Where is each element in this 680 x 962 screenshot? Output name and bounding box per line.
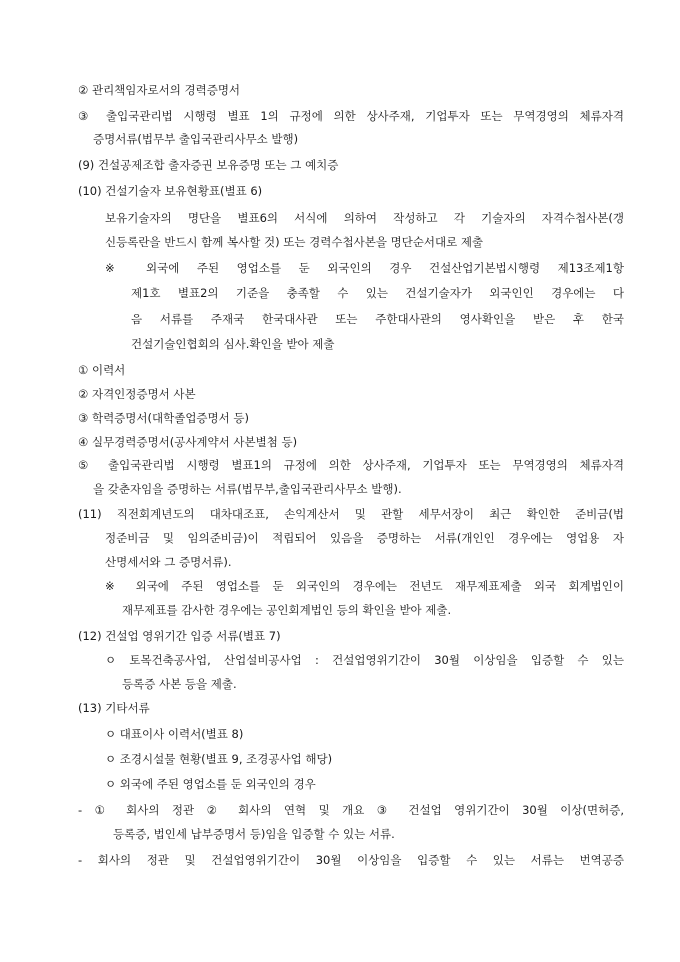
doc-line: 음 서류를 주재국 한국대사관 또는 주한대사관의 영사확인을 받은 후 한국 (131, 312, 624, 326)
doc-line: (9) 건설공제조합 출자증권 보유증명 또는 그 예치증 (78, 158, 339, 172)
doc-line: 증명서류(법무부 출입국관리사무소 발행) (93, 132, 299, 146)
doc-line: (13) 기타서류 (78, 701, 150, 715)
doc-line: ① 이력서 (78, 363, 126, 377)
doc-line: ② 관리책임자로서의 경력증명서 (78, 83, 241, 97)
doc-line: 건설기술인협회의 심사.확인을 받아 제출 (131, 337, 335, 351)
doc-line: 신등록란을 반드시 함께 복사할 것) 또는 경력수첩사본을 명단순서대로 제출 (105, 235, 484, 249)
doc-line: ※ 외국에 주된 영업소를 둔 외국인의 경우에는 전년도 재무제표제출 외국 회계법인이 (105, 579, 624, 593)
doc-line: 제1호 별표2의 기준을 충족할 수 있는 건설기술자가 외국인인 경우에는 다 (131, 286, 624, 300)
doc-line: ④ 실무경력증명서(공사계약서 사본별첨 등) (78, 435, 298, 449)
doc-line: 을 갖춘자임을 증명하는 서류(법무부,출입국관리사무소 발행). (93, 482, 402, 496)
doc-line: 산명세서와 그 증명서류). (105, 555, 232, 569)
doc-line: 정준비금 및 임의준비금)이 적립되어 있음을 증명하는 서류(개인인 경우에는 영업용 자 (105, 531, 624, 545)
doc-line: - 회사의 정관 및 건설업영위기간이 30월 이상임을 입증할 수 있는 서류는 번역공증 (78, 853, 624, 867)
doc-line: ㅇ 대표이사 이력서(별표 8) (105, 727, 244, 741)
doc-line: - ① 회사의 정관 ② 회사의 연혁 및 개요 ③ 건설업 영위기간이 30월 이상(면허증, (78, 803, 624, 817)
doc-line: (11) 직전회계년도의 대차대조표, 손익계산서 및 관할 세무서장이 최근 확인한 준비금(법 (78, 507, 624, 521)
doc-line: 등록증, 법인세 납부증명서 등)임을 입증할 수 있는 서류. (113, 827, 395, 841)
doc-line: ※ 외국에 주된 영업소를 둔 외국인의 경우 건설산업기본법시행령 제13조제1항 (105, 261, 624, 275)
doc-line: 보유기술자의 명단을 별표6의 서식에 의하여 작성하고 각 기술자의 자격수첩사본(갱 (105, 211, 624, 225)
doc-line: (10) 건설기술자 보유현황표(별표 6) (78, 184, 263, 198)
doc-line: ㅇ 외국에 주된 영업소를 둔 외국인의 경우 (105, 777, 316, 791)
doc-line: 등록증 사본 등을 제출. (122, 677, 237, 691)
doc-line: ㅇ 조경시설물 현황(별표 9, 조경공사업 해당) (105, 752, 333, 766)
doc-line: ③ 학력증명서(대학졸업증명서 등) (78, 411, 250, 425)
doc-line: ⑤ 출입국관리법 시행령 별표1의 규정에 의한 상사주재, 기업투자 또는 무역경영의 체류자격 (78, 458, 624, 472)
doc-line: ㅇ 토목건축공사업, 산업설비공사업 : 건설업영위기간이 30월 이상임을 입증할 수 있는 (105, 653, 624, 667)
doc-line: 재무제표를 감사한 경우에는 공인회계법인 등의 확인을 받아 제출. (122, 603, 452, 617)
doc-line: ② 자격인정증명서 사본 (78, 387, 196, 401)
doc-line: (12) 건설업 영위기간 입증 서류(별표 7) (78, 629, 281, 643)
doc-line: ③ 출입국관리법 시행령 별표 1의 규정에 의한 상사주재, 기업투자 또는 무역경영의 체류자격 (78, 109, 624, 123)
